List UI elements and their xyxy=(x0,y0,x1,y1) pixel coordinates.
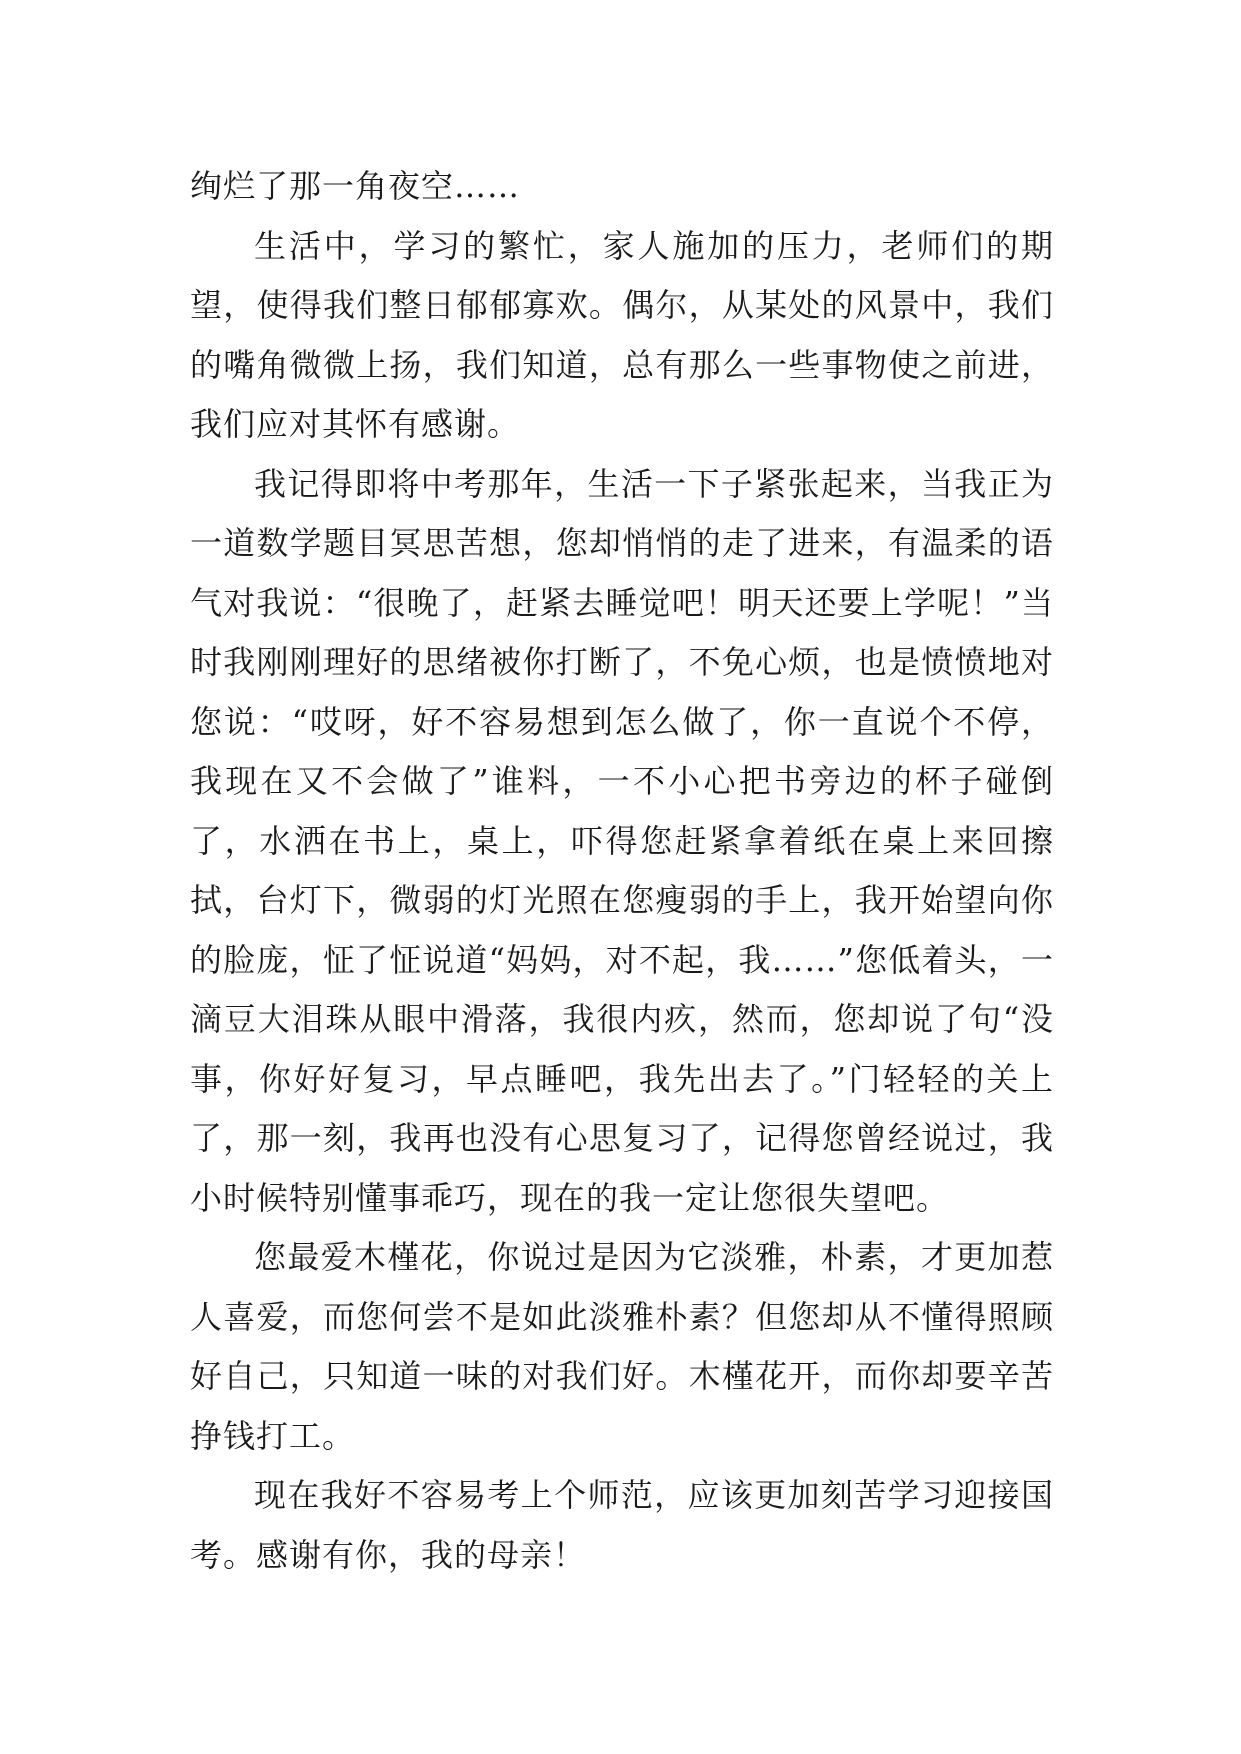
paragraph-1: 绚烂了那一角夜空…… xyxy=(190,167,521,205)
document-body xyxy=(190,157,1054,1585)
paragraph-4: 您最爱木槿花，你说过是因为它淡雅，朴素，才更加惹人喜爱，而您何尝不是如此淡雅朴素？但您却从不懂得照顾好自己，只知道一味的对我们好。木槿花开，而你却要辛苦挣钱打工。 xyxy=(190,1238,1054,1455)
paragraph-5: 现在我好不容易考上个师范，应该更加刻苦学习迎接国考。感谢有你，我的母亲！ xyxy=(190,1476,1054,1574)
paragraph-2: 生活中，学习的繁忙，家人施加的压力，老师们的期望，使得我们整日郁郁寡欢。偶尔，从某处的风景中，我们的嘴角微微上扬，我们知道，总有那么一些事物使之前进，我们应对其怀有感谢。 xyxy=(190,226,1054,443)
paragraph-3: 我记得即将中考那年，生活一下子紧张起来，当我正为一道数学题目冥思苦想，您却悄悄的走了进来，有温柔的语气对我说：“很晚了，赶紧去睡觉吧！明天还要上学呢！”当时我刚刚理好的思绪被你打断了，不免心烦，也是愤愤地对您说：“哎呀，好不容易想到怎么做了，你一直说个不停，我现在又不会做了”谁料，一不小心把书旁边的杯子碰倒了，水洒在书上，桌上，吓得您赶紧拿着纸在桌上来回擦拭，台灯下，微弱的灯光照在您瘦弱的手上，我开始望向你的脸庞，怔了怔说道“妈妈，对不起，我……”您低着头，一滴豆大泪珠从眼中滑落，我很内疚，然而，您却说了句“没事，你好好复习，早点睡吧，我先出去了。”门轻轻的关上了，那一刻，我再也没有心思复习了，记得您曾经说过，我小时候特别懂事乖巧，现在的我一定让您很失望吧。 xyxy=(190,464,1054,1217)
